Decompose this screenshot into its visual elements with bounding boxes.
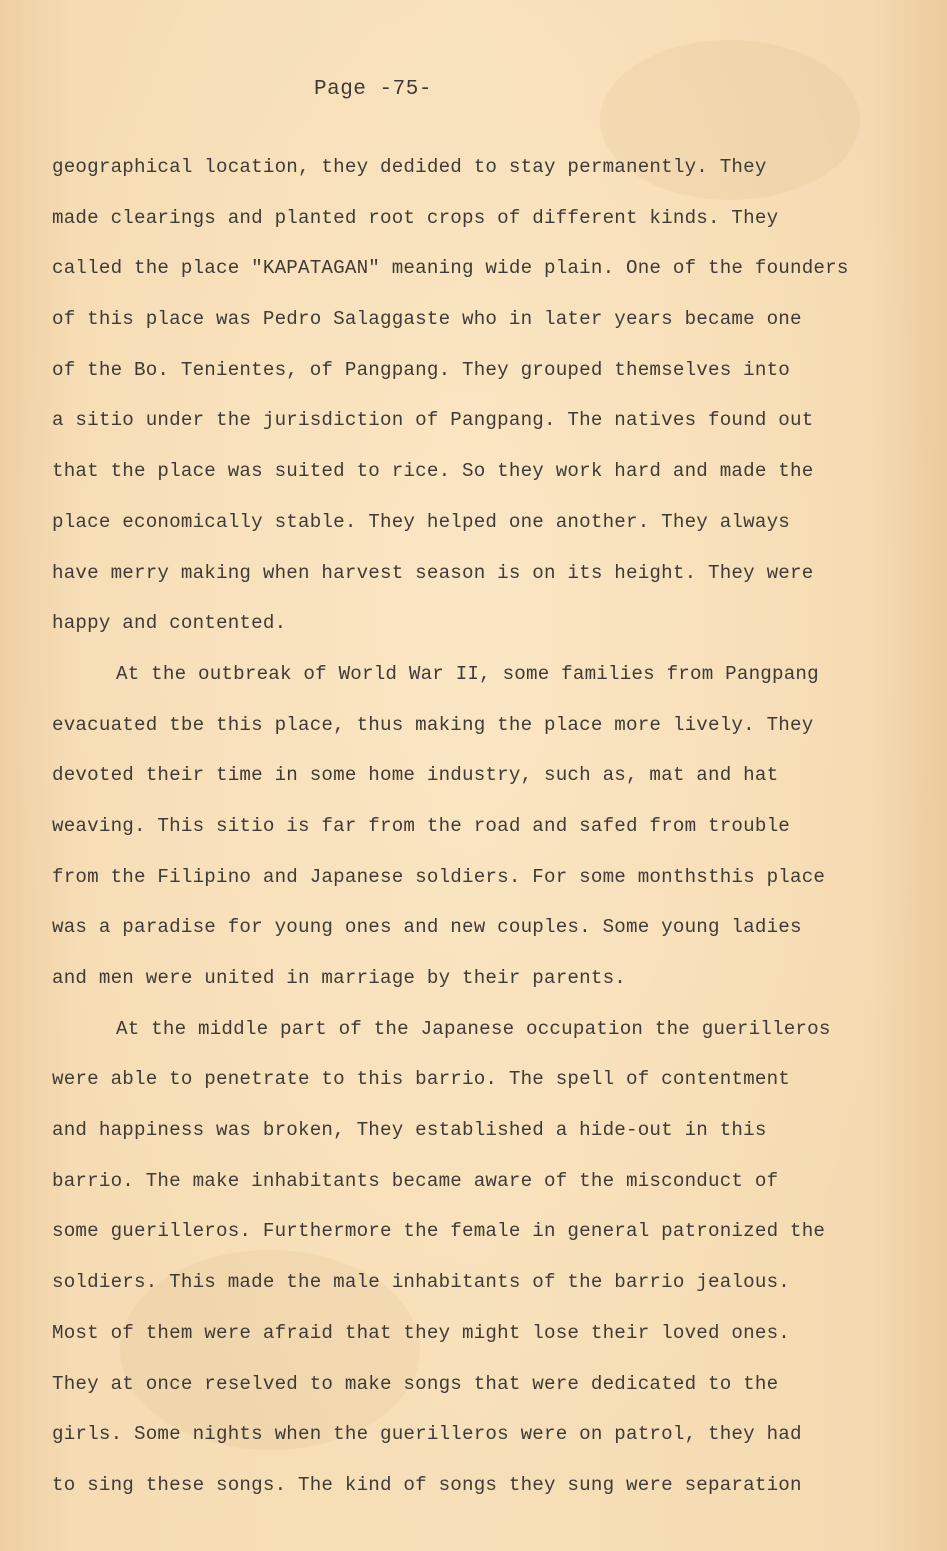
text-line: They at once reselved to make songs that were dedicated to the [52, 1372, 779, 1395]
text-line: place economically stable. They helped one another. They always [52, 510, 791, 533]
text-line: soldiers. This made the male inhabitants of the barrio jealous. [52, 1271, 791, 1294]
body-text [52, 150, 912, 1519]
text-line: geographical location, they dedided to stay permanently. They [52, 156, 767, 178]
text-line: barrio. The make inhabitants became aware of the misconduct of [52, 1169, 779, 1192]
text-line: that the place was suited to rice. So they work hard and made the [52, 460, 814, 483]
page-number: Page -75- [314, 78, 432, 101]
text-line: devoted their time in some home industry, such as, mat and hat [52, 764, 779, 787]
paragraph-start-line: At the middle part of the Japanese occupation the guerilleros [116, 1017, 831, 1040]
text-line: to sing these songs. The kind of songs they sung were separation [52, 1473, 802, 1496]
text-line: was a paradise for young ones and new couples. Some young ladies [52, 916, 802, 939]
text-line: of the Bo. Tenientes, of Pangpang. They grouped themselves into [52, 358, 791, 381]
text-line: a sitio under the jurisdiction of Pangpang. The natives found out [52, 409, 814, 432]
text-line: happy and contented. [52, 612, 287, 635]
text-line: were able to penetrate to this barrio. The spell of contentment [52, 1068, 791, 1091]
text-line: made clearings and planted root crops of different kinds. They [52, 206, 779, 229]
text-line: and men were united in marriage by their parents. [52, 967, 627, 989]
text-line: some guerilleros. Furthermore the female in general patronized the [52, 1220, 826, 1243]
text-line: weaving. This sitio is far from the road and safed from trouble [52, 814, 791, 837]
text-line: and happiness was broken, They established a hide-out in this [52, 1119, 767, 1142]
text-line: girls. Some nights when the guerilleros were on patrol, they had [52, 1423, 802, 1446]
text-line: from the Filipino and Japanese soldiers. For some monthsthis place [52, 865, 826, 888]
text-line: called the place "KAPATAGAN" meaning wide plain. One of the founders [52, 257, 849, 280]
text-line: evacuated tbe this place, thus making the place more lively. They [52, 713, 814, 736]
text-line: of this place was Pedro Salaggaste who in later years became one [52, 308, 802, 331]
paragraph-start-line: At the outbreak of World War II, some families from Pangpang [116, 662, 819, 685]
text-line: have merry making when harvest season is on its height. They were [52, 561, 814, 584]
text-line: Most of them were afraid that they might lose their loved ones. [52, 1321, 791, 1344]
